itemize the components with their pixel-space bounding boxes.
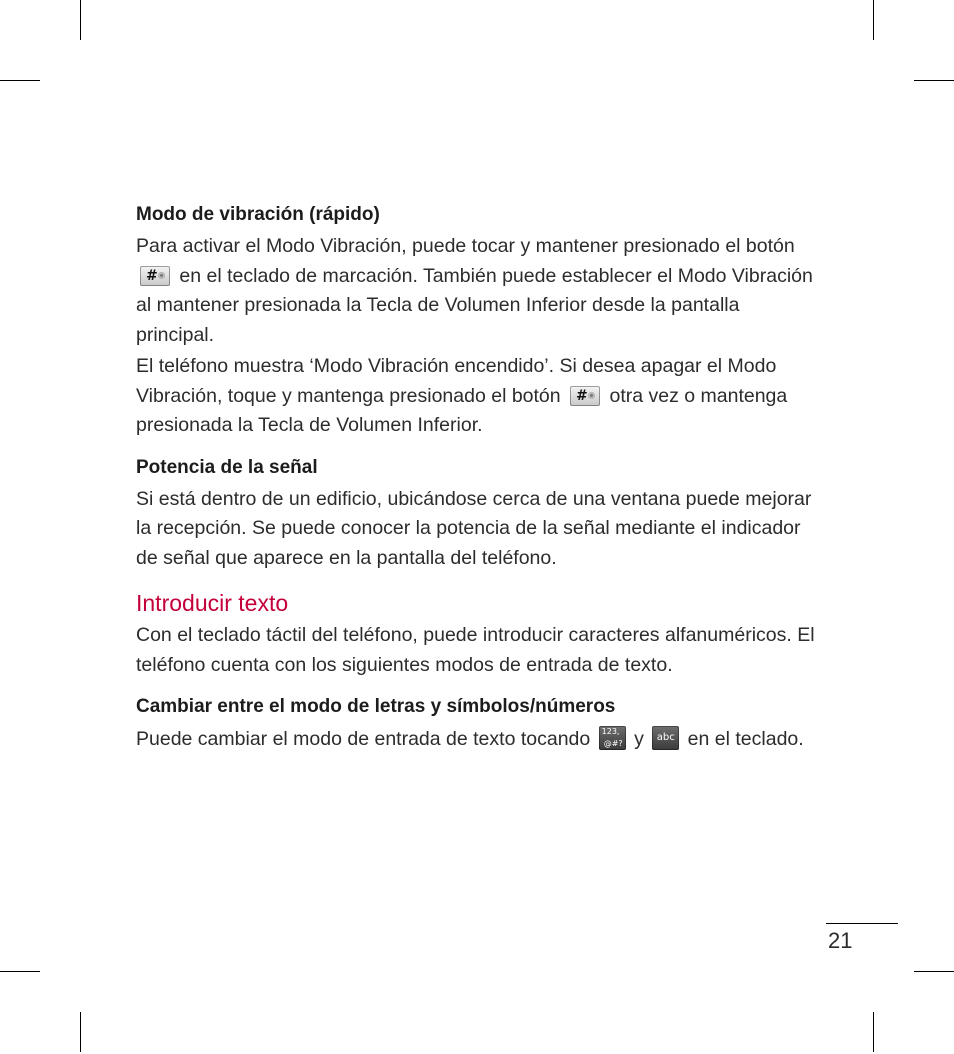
vibration-p1-text-a: Para activar el Modo Vibración, puede tocar y mantener presionado el botón bbox=[136, 235, 795, 257]
page-content bbox=[136, 200, 816, 755]
switch-p1-text-a: Puede cambiar el modo de entrada de texto tocando bbox=[136, 728, 591, 750]
hash-key-icon: # bbox=[140, 266, 170, 286]
hash-key-icon: # bbox=[570, 386, 600, 406]
crop-mark bbox=[80, 1012, 81, 1052]
crop-mark bbox=[0, 80, 40, 81]
text-input-heading: Introducir texto bbox=[136, 590, 289, 616]
vibration-paragraph-2 bbox=[136, 352, 816, 441]
vibration-p2-text-a: El teléfono muestra ‘Modo Vibración encendido’. Si desea apagar el Modo Vibración, toque y mantenga presionado el botón bbox=[136, 355, 777, 407]
crop-mark bbox=[914, 80, 954, 81]
crop-mark bbox=[873, 0, 874, 40]
crop-mark bbox=[914, 971, 954, 972]
vibration-p2-text-b: otra vez o mantenga presionada la Tecla de Volumen Inferior. bbox=[136, 384, 788, 436]
switch-mode-paragraph bbox=[136, 725, 816, 755]
vibration-heading: Modo de vibración (rápido) bbox=[136, 204, 380, 225]
letters-key-icon: abc bbox=[652, 726, 679, 750]
crop-mark bbox=[873, 1012, 874, 1052]
text-input-paragraph: Con el teclado táctil del teléfono, puede introducir caracteres alfanuméricos. El teléfono cuenta con los siguientes modos de entrada de texto. bbox=[136, 624, 815, 676]
vibration-paragraph-1 bbox=[136, 232, 816, 350]
vibration-p1-text-b: en el teclado de marcación. También puede establecer el Modo Vibración al mantener presionada la Tecla de Volumen Inferior desde la pantalla principal. bbox=[136, 264, 813, 346]
crop-mark bbox=[80, 0, 81, 40]
page-number: 21 bbox=[828, 928, 853, 953]
signal-paragraph: Si está dentro de un edificio, ubicándose cerca de una ventana puede mejorar la recepción. Se puede conocer la potencia de la señal mediante el indicador de señal que aparece en la pantalla del teléfono. bbox=[136, 487, 812, 569]
switch-mode-heading: Cambiar entre el modo de letras y símbolos/números bbox=[136, 696, 616, 717]
page-number-rule bbox=[826, 923, 898, 924]
signal-heading: Potencia de la señal bbox=[136, 456, 318, 478]
symbols-key-icon: 123, @#? bbox=[599, 726, 626, 750]
switch-p1-text-mid: y bbox=[634, 728, 644, 750]
crop-mark bbox=[0, 971, 40, 972]
switch-p1-text-b: en el teclado. bbox=[687, 728, 804, 750]
